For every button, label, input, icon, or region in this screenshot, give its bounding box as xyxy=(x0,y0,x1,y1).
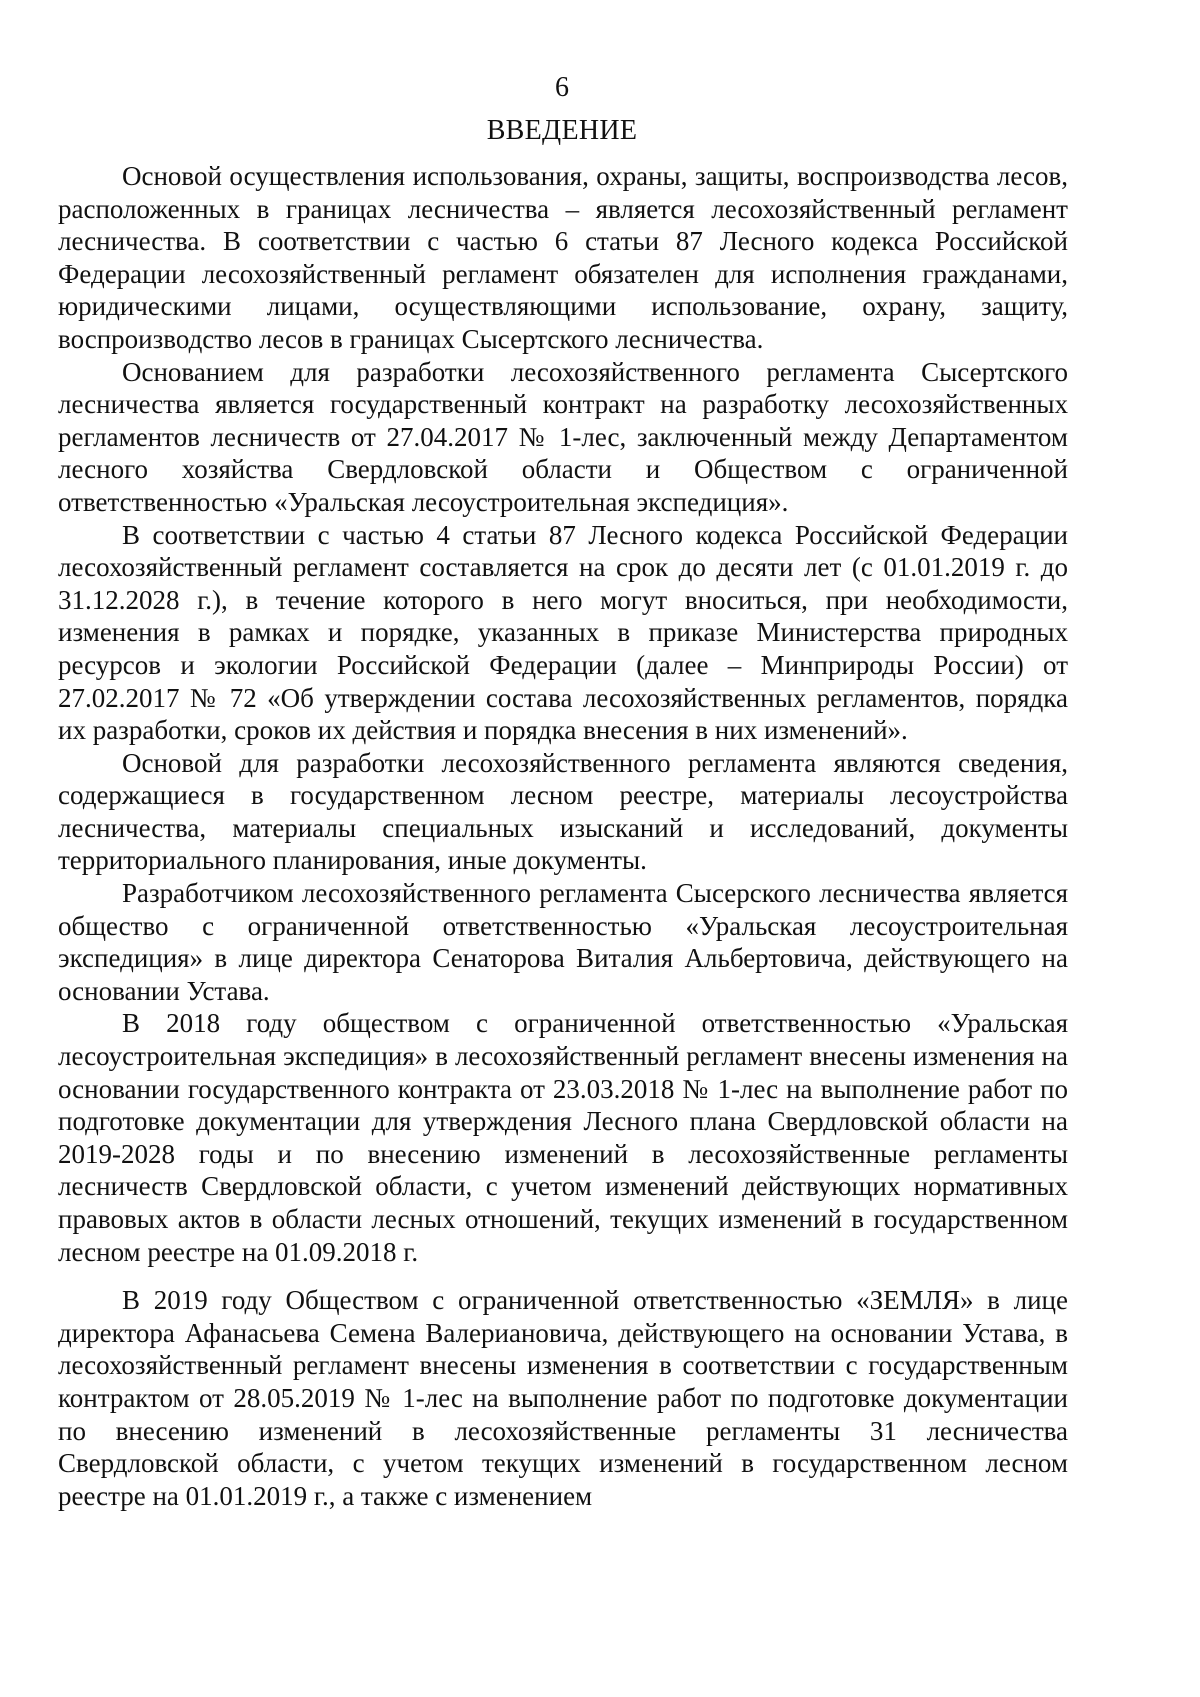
paragraph-2018-changes: В 2018 году обществом с ограниченной ответственностью «Уральская лесоустроительная экспедиция» в лесохозяйственный регламент внесены изменения на основании государственного контракта от 23.03.2018 № 1-лес на выполнение работ по подготовке документации для утверждения Лесного плана Свердловской области на 2019-2028 годы и по внесению изменений в лесохозяйственные регламенты лесничеств Свердловской области, с учетом изменений действующих нормативных правовых актов в области лесных отношений, текущих изменений в государственном лесном реестре на 01.09.2018 г. xyxy=(58,1008,1068,1267)
paragraph-development-grounds: Основанием для разработки лесохозяйственного регламента Сысертского лесничества является государственный контракт на разработку лесохозяйственных регламентов лесничеств от 27.04.2017 № 1-лес, заключенный между Департаментом лесного хозяйства Свердловской области и Обществом с ограниченной ответственностью «Уральская лесоустроительная экспедиция». xyxy=(58,356,1068,517)
paragraph-validity-period: В соответствии с частью 4 статьи 87 Лесного кодекса Российской Федерации лесохозяйственный регламент составляется на срок до десяти лет (с 01.01.2019 г. до 31.12.2028 г.), в течение которого в него могут вноситься, при необходимости, изменения в рамках и порядке, указанных в приказе Министерства природных ресурсов и экологии Российской Федерации (далее – Минприроды России) от 27.02.2017 № 72 «Об утверждении состава лесохозяйственных регламентов, порядка их разработки, сроков их действия и порядка внесения в них изменений». xyxy=(58,519,1068,746)
paragraph-basis-of-forest-use: Основой осуществления использования, охраны, защиты, воспроизводства лесов, расположенных в границах лесничества – является лесохозяйственный регламент лесничества. В соответствии с частью 6 статьи 87 Лесного кодекса Российской Федерации лесохозяйственный регламент обязателен для исполнения гражданами, юридическими лицами, осуществляющими использование, охрану, защиту, воспроизводство лесов в границах Сысертского лесничества. xyxy=(58,161,1068,354)
section-heading: ВВЕДЕНИЕ xyxy=(486,115,638,146)
paragraph-2019-changes: В 2019 году Обществом с ограниченной ответственностью «ЗЕМЛЯ» в лице директора Афанасьева Семена Валериановича, действующего на основании Устава, в лесохозяйственный регламент внесены изменения в соответствии с государственным контрактом от 28.05.2019 № 1-лес на выполнение работ по подготовке документации по внесению изменений в лесохозяйственные регламенты 31 лесничества Свердловской области, с учетом текущих изменений в государственном лесном реестре на 01.01.2019 г., а также с изменением xyxy=(58,1285,1068,1511)
paragraph-developer: Разработчиком лесохозяйственного регламента Сысерского лесничества является общество с ограниченной ответственностью «Уральская лесоустроительная экспедиция» в лице директора Сенаторова Виталия Альбертовича, действующего на основании Устава. xyxy=(58,878,1068,1006)
paragraph-source-data: Основой для разработки лесохозяйственного регламента являются сведения, содержащиеся в государственном лесном реестре, материалы лесоустройства лесничества, материалы специальных изысканий и исследований, документы территориального планирования, иные документы. xyxy=(58,747,1068,876)
page-number: 6 xyxy=(555,72,569,103)
document-body xyxy=(58,160,1068,1512)
